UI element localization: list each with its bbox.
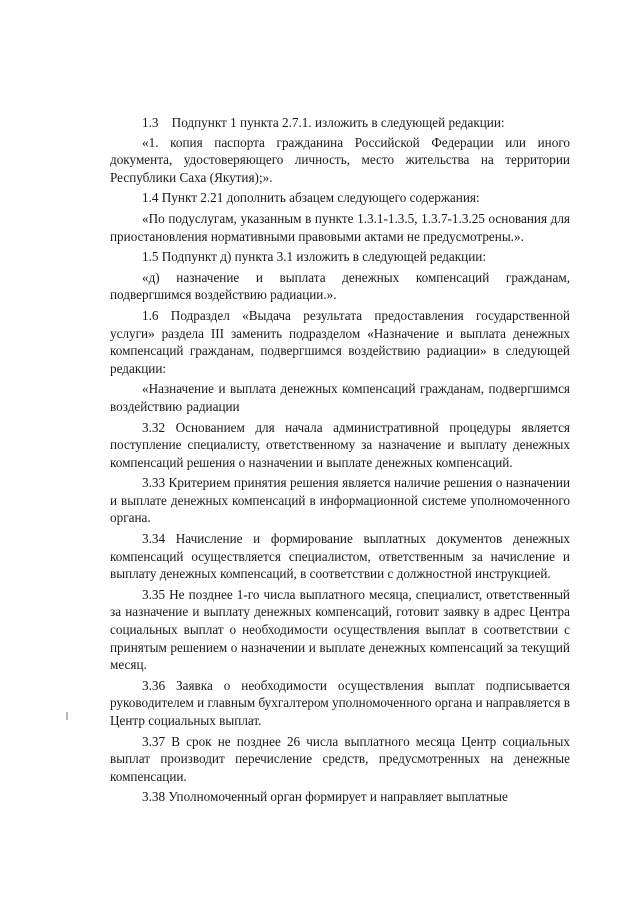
scan-speck [66,712,68,720]
paragraph-3-36: 3.36 Заявка о необходимости осуществления выплат подписывается руководителем и главным бухгалтером уполномоченного органа и направляется в Центр социальных выплат. [110,677,571,728]
paragraph-passport-copy: «1. копия паспорта гражданина Российской Федерации или иного документа, удостоверяющего личность, место жительства на территории Республики Саха (Якутия);». [110,134,570,185]
paragraph-1-4: 1.4 Пункт 2.21 дополнить абзацем следующего содержания: [142,190,480,206]
paragraph-1-5: 1.5 Подпункт д) пункта 3.1 изложить в следующей редакции: [142,249,487,265]
paragraph-subsection-title: «Назначение и выплата денежных компенсаций гражданам, подвергшимся воздействию радиации [110,381,570,414]
paragraph-1-6: 1.6 Подраздел «Выдача результата предоставления государственной услуги» раздела III заменить подразделом «Назначение и выплата денежных компенсаций гражданам, подвергшимся воздействию радиации» в следующей редакции: [110,307,570,376]
paragraph-3-38: 3.38 Уполномоченный орган формирует и направляет выплатные [142,789,508,805]
paragraph-3-34: 3.34 Начисление и формирование выплатных документов денежных компенсаций осуществляется специалистом, ответственным за начисление и выплату денежных компенсаций, в соответствии с должностной инструкцией. [110,531,570,582]
paragraph-1-3: 1.3 Подпункт 1 пункта 2.7.1. изложить в следующей редакции: [142,115,505,130]
paragraph-3-37: 3.37 В срок не позднее 26 числа выплатного месяца Центр социальных выплат производит перечисление средств, предусмотренных на денежные компенсации. [110,733,570,784]
paragraph-3-32: 3.32 Основанием для начала административной процедуры является поступление специалисту, ответственному за назначение и выплату денежных компенсаций решения о назначении и выплате денежных компенсаций. [110,419,570,470]
paragraph-3-33: 3.33 Критерием принятия решения является наличие решения о назначении и выплате денежных компенсаций в информационной системе уполномоченного органа. [110,475,570,526]
paragraph-3-35: 3.35 Не позднее 1-го числа выплатного месяца, специалист, ответственный за назначение и выплату денежных компенсаций, готовит заявку в адрес Центра социальных выплат о необходимости осуществления выплат в соответствии с принятым решением о назначении и выплате денежных компенсаций за текущий месяц. [110,586,570,673]
paragraph-subitem-d: «д) назначение и выплата денежных компенсаций гражданам, подвергшимся воздействию радиации.». [110,269,570,303]
paragraph-suspension-grounds: «По подуслугам, указанным в пункте 1.3.1-1.3.5, 1.3.7-1.3.25 основания для приостановления нормативными правовыми актами не предусмотрены.». [110,210,570,244]
